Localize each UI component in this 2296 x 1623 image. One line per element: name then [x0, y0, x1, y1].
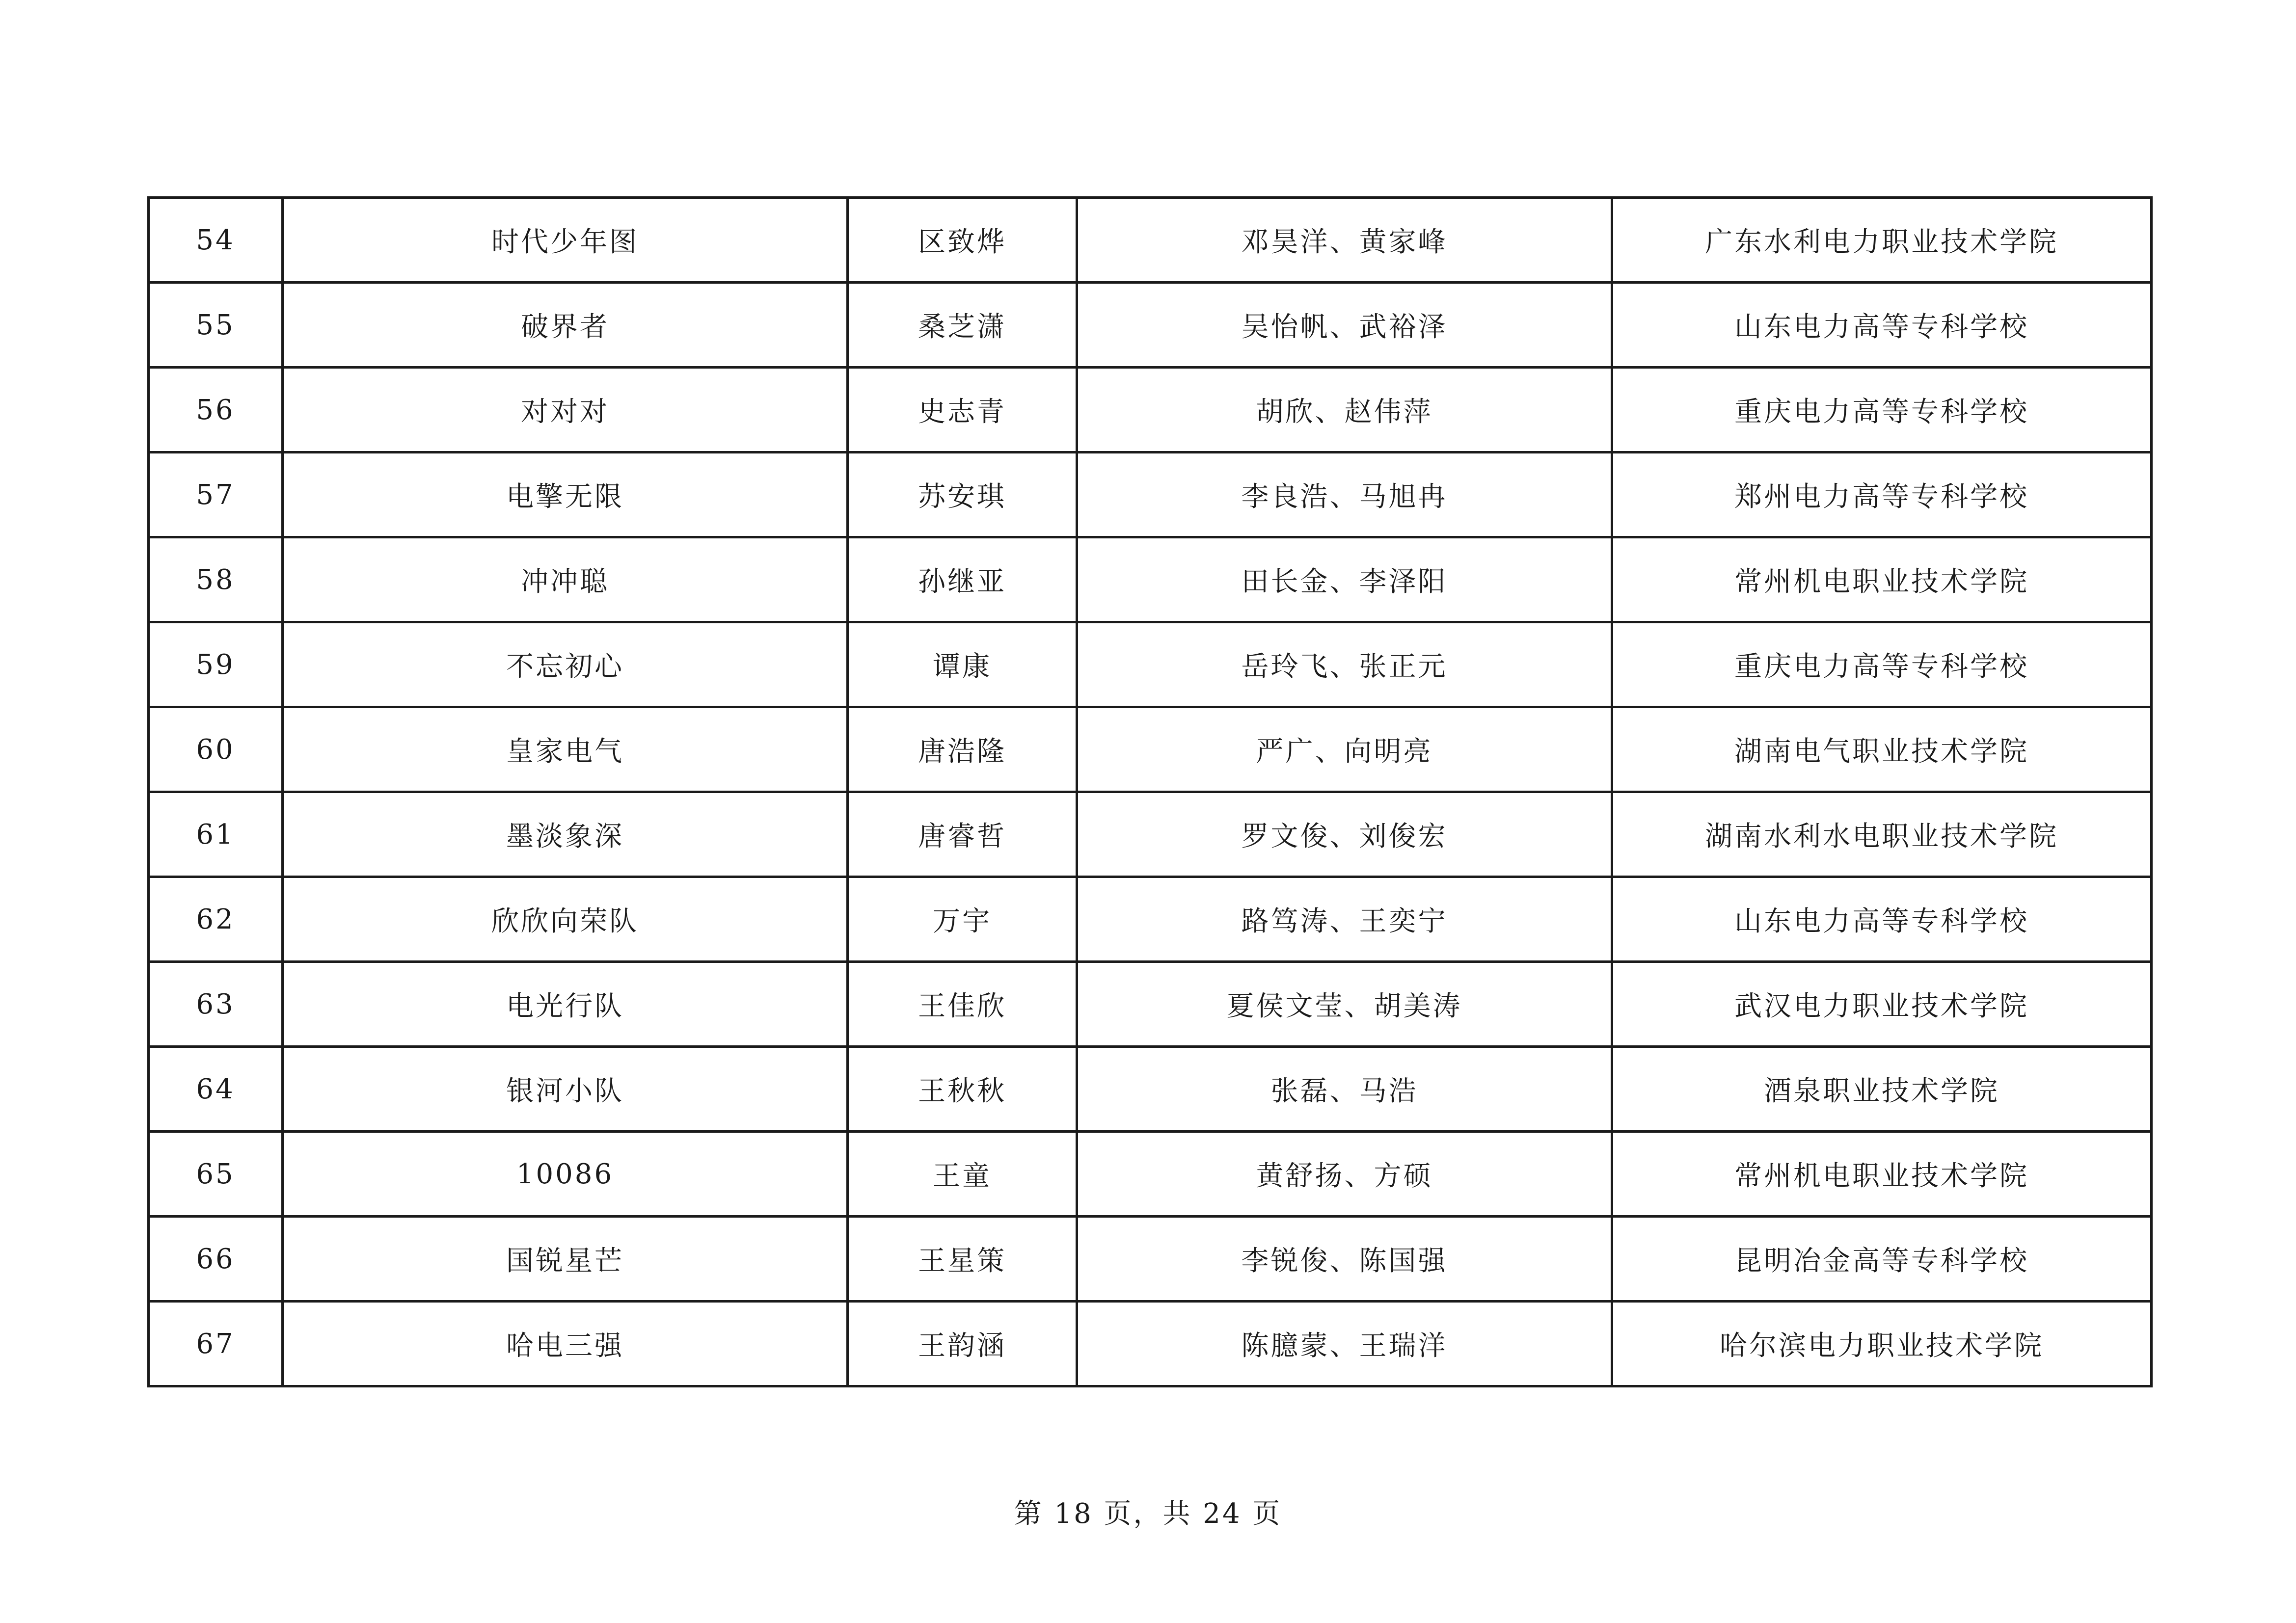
captain-cell: 桑芝潇 [848, 283, 1077, 368]
school-cell: 重庆电力高等专科学校 [1612, 622, 2152, 707]
members-cell: 田长金、李泽阳 [1077, 537, 1612, 622]
team-name-cell: 冲冲聪 [283, 537, 848, 622]
team-name-cell: 对对对 [283, 368, 848, 452]
school-cell: 重庆电力高等专科学校 [1612, 368, 2152, 452]
table-row [149, 1217, 2152, 1302]
members-cell: 岳玲飞、张正元 [1077, 622, 1612, 707]
team-name-cell: 国锐星芒 [283, 1217, 848, 1302]
table-row [149, 962, 2152, 1047]
members-cell: 李良浩、马旭冉 [1077, 452, 1612, 537]
table-row [149, 707, 2152, 792]
captain-cell: 王秋秋 [848, 1047, 1077, 1132]
table-row [149, 368, 2152, 452]
team-name-cell: 电光行队 [283, 962, 848, 1047]
table-row [149, 792, 2152, 877]
school-cell: 广东水利电力职业技术学院 [1612, 198, 2152, 283]
school-cell: 湖南电气职业技术学院 [1612, 707, 2152, 792]
captain-cell: 王佳欣 [848, 962, 1077, 1047]
school-cell: 郑州电力高等专科学校 [1612, 452, 2152, 537]
captain-cell: 王韵涵 [848, 1302, 1077, 1386]
team-name-cell: 时代少年图 [283, 198, 848, 283]
team-name-cell: 皇家电气 [283, 707, 848, 792]
captain-cell: 孙继亚 [848, 537, 1077, 622]
members-cell: 路笃涛、王奕宁 [1077, 877, 1612, 962]
school-cell: 酒泉职业技术学院 [1612, 1047, 2152, 1132]
captain-cell: 苏安琪 [848, 452, 1077, 537]
table-row [149, 1302, 2152, 1386]
school-cell: 常州机电职业技术学院 [1612, 537, 2152, 622]
table-row [149, 537, 2152, 622]
table-row [149, 283, 2152, 368]
table-row [149, 1132, 2152, 1217]
captain-cell: 区致烨 [848, 198, 1077, 283]
members-cell: 邓昊洋、黄家峰 [1077, 198, 1612, 283]
school-cell: 昆明冶金高等专科学校 [1612, 1217, 2152, 1302]
members-cell: 张磊、马浩 [1077, 1047, 1612, 1132]
table-body [149, 198, 2152, 1386]
row-number-cell: 66 [149, 1217, 283, 1302]
team-name-cell: 不忘初心 [283, 622, 848, 707]
members-cell: 陈臆蒙、王瑞洋 [1077, 1302, 1612, 1386]
captain-cell: 万宇 [848, 877, 1077, 962]
members-cell: 李锐俊、陈国强 [1077, 1217, 1612, 1302]
school-cell: 哈尔滨电力职业技术学院 [1612, 1302, 2152, 1386]
table-row [149, 622, 2152, 707]
row-number-cell: 67 [149, 1302, 283, 1386]
school-cell: 武汉电力职业技术学院 [1612, 962, 2152, 1047]
row-number-cell: 62 [149, 877, 283, 962]
table-row [149, 452, 2152, 537]
row-number-cell: 54 [149, 198, 283, 283]
page-footer [0, 1492, 2296, 1531]
row-number-cell: 57 [149, 452, 283, 537]
school-cell: 山东电力高等专科学校 [1612, 283, 2152, 368]
team-roster-table [147, 196, 2153, 1387]
team-name-cell: 墨淡象深 [283, 792, 848, 877]
school-cell: 山东电力高等专科学校 [1612, 877, 2152, 962]
captain-cell: 唐睿哲 [848, 792, 1077, 877]
members-cell: 罗文俊、刘俊宏 [1077, 792, 1612, 877]
table-row [149, 877, 2152, 962]
members-cell: 吴怡帆、武裕泽 [1077, 283, 1612, 368]
captain-cell: 王童 [848, 1132, 1077, 1217]
row-number-cell: 61 [149, 792, 283, 877]
table-row [149, 1047, 2152, 1132]
team-name-cell: 欣欣向荣队 [283, 877, 848, 962]
row-number-cell: 59 [149, 622, 283, 707]
members-cell: 黄舒扬、方硕 [1077, 1132, 1612, 1217]
captain-cell: 谭康 [848, 622, 1077, 707]
captain-cell: 唐浩隆 [848, 707, 1077, 792]
members-cell: 夏侯文莹、胡美涛 [1077, 962, 1612, 1047]
members-cell: 胡欣、赵伟萍 [1077, 368, 1612, 452]
team-name-cell: 银河小队 [283, 1047, 848, 1132]
members-cell: 严广、向明亮 [1077, 707, 1612, 792]
row-number-cell: 63 [149, 962, 283, 1047]
row-number-cell: 60 [149, 707, 283, 792]
team-name-cell: 哈电三强 [283, 1302, 848, 1386]
team-name-cell: 破界者 [283, 283, 848, 368]
team-name-cell: 电擎无限 [283, 452, 848, 537]
school-cell: 湖南水利水电职业技术学院 [1612, 792, 2152, 877]
row-number-cell: 55 [149, 283, 283, 368]
school-cell: 常州机电职业技术学院 [1612, 1132, 2152, 1217]
row-number-cell: 65 [149, 1132, 283, 1217]
captain-cell: 史志青 [848, 368, 1077, 452]
row-number-cell: 64 [149, 1047, 283, 1132]
captain-cell: 王星策 [848, 1217, 1077, 1302]
row-number-cell: 58 [149, 537, 283, 622]
row-number-cell: 56 [149, 368, 283, 452]
page-number-label: 第 18 页，共 24 页 [1014, 1498, 1282, 1530]
team-name-cell: 10086 [283, 1132, 848, 1217]
table-row [149, 198, 2152, 283]
